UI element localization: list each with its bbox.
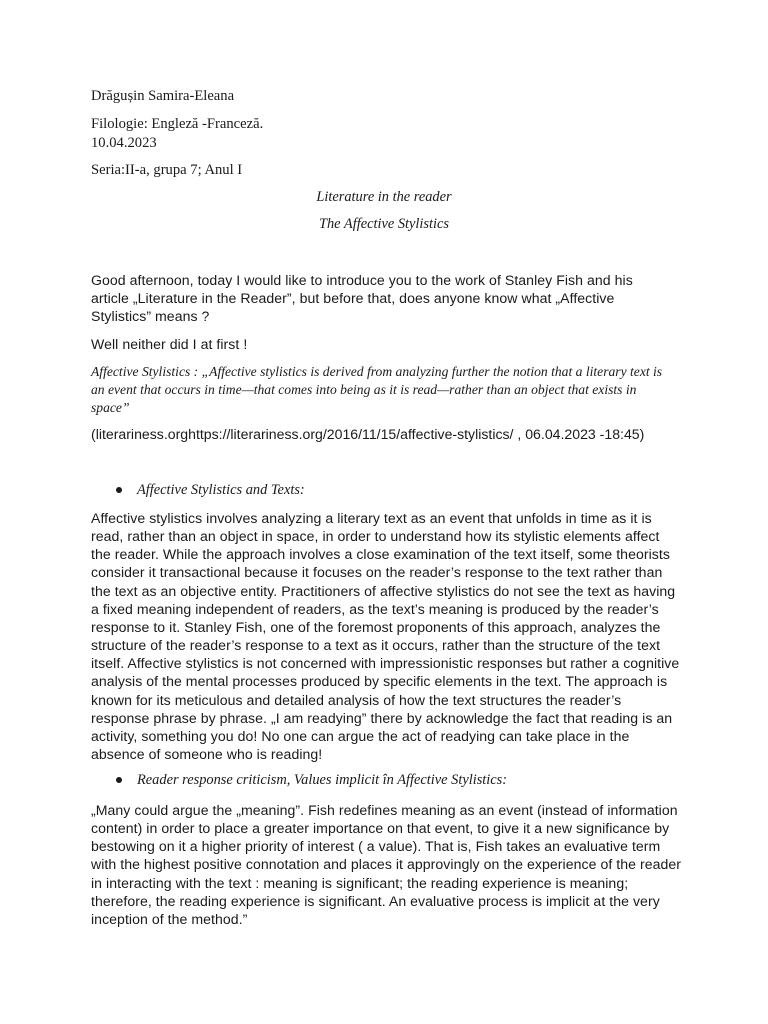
section-body: Affective stylistics involves analyzing a literary text as an event that unfolds in time as it is read, rather than an object in space, in order to understand how its stylistic elements affect the reader. While the approach involves a close examination of the text itself, some theorists consider it transactional because it focuses on the reader’s response to the text rather than the text as an objective entity. Practitioners of affective stylistics do not see the text as having a fixed meaning independent of readers, as the text’s meaning is produced by the reader’s response to it. Stanley Fish, one of the foremost proponents of this approach, analyzes the structure of the reader’s response to a text as it occurs, rather than the structure of the text itself. Affective stylistics is not concerned with impressionistic responses but rather a cognitive analysis of the mental processes produced by specific elements in the text. The approach is known for its meticulous and detailed analysis of how the text structures the reader’s response phrase by phrase. „I am readying” there by acknowledge the fact that reading is an activity, something you do! No one can argue the act of readying can take place in the absence of someone who is reading! xyxy=(91,510,680,763)
definition-paragraph xyxy=(91,363,669,417)
author-name: Drăgușin Samira-Eleana xyxy=(91,88,235,104)
intro-paragraph: Good afternoon, today I would like to introduce you to the work of Stanley Fish and his article „Literature in the Reader”, but before that, does anyone know what „Affective Stylistics” means ? xyxy=(91,272,633,325)
document-title: Literature in the reader xyxy=(316,189,452,205)
bullet-dot xyxy=(116,777,122,783)
document-subtitle: The Affective Stylistics xyxy=(318,216,449,232)
intro-aside: Well neither did I at first ! xyxy=(91,336,248,352)
definition-citation: (literariness.orghttps://literariness.org/2016/11/15/affective-stylistics/ , 06.04.2023 -18:45) xyxy=(91,426,645,442)
section-heading: Reader response criticism, Values implicit în Affective Stylistics: xyxy=(137,772,508,788)
definition-quote: „Affective stylistics is derived from analyzing further the notion that a literary text is an event that occurs in time—that comes into being as it is read—rather than an object that exists in space” xyxy=(91,364,663,415)
definition-term: Affective Stylistics : xyxy=(91,364,202,379)
program-line: Filologie: Engleză -Franceză. xyxy=(91,116,264,132)
bullet-dot xyxy=(116,487,122,493)
date-line: 10.04.2023 xyxy=(91,135,157,151)
section-body: „Many could argue the „meaning”. Fish redefines meaning as an event (instead of information content) in order to place a greater importance on that event, to give it a new significance by bestowing on it a higher priority of interest ( a value). That is, Fish takes an evaluative term with the highest positive connotation and places it approvingly on the experience of the reader in interacting with the text : meaning is significant; the reading experience is meaning; therefore, the reading experience is significant. An evaluative process is implicit at the very inception of the method.” xyxy=(91,802,682,927)
section-heading: Affective Stylistics and Texts: xyxy=(137,482,305,498)
series-line: Seria:II-a, grupa 7; Anul I xyxy=(91,162,243,178)
